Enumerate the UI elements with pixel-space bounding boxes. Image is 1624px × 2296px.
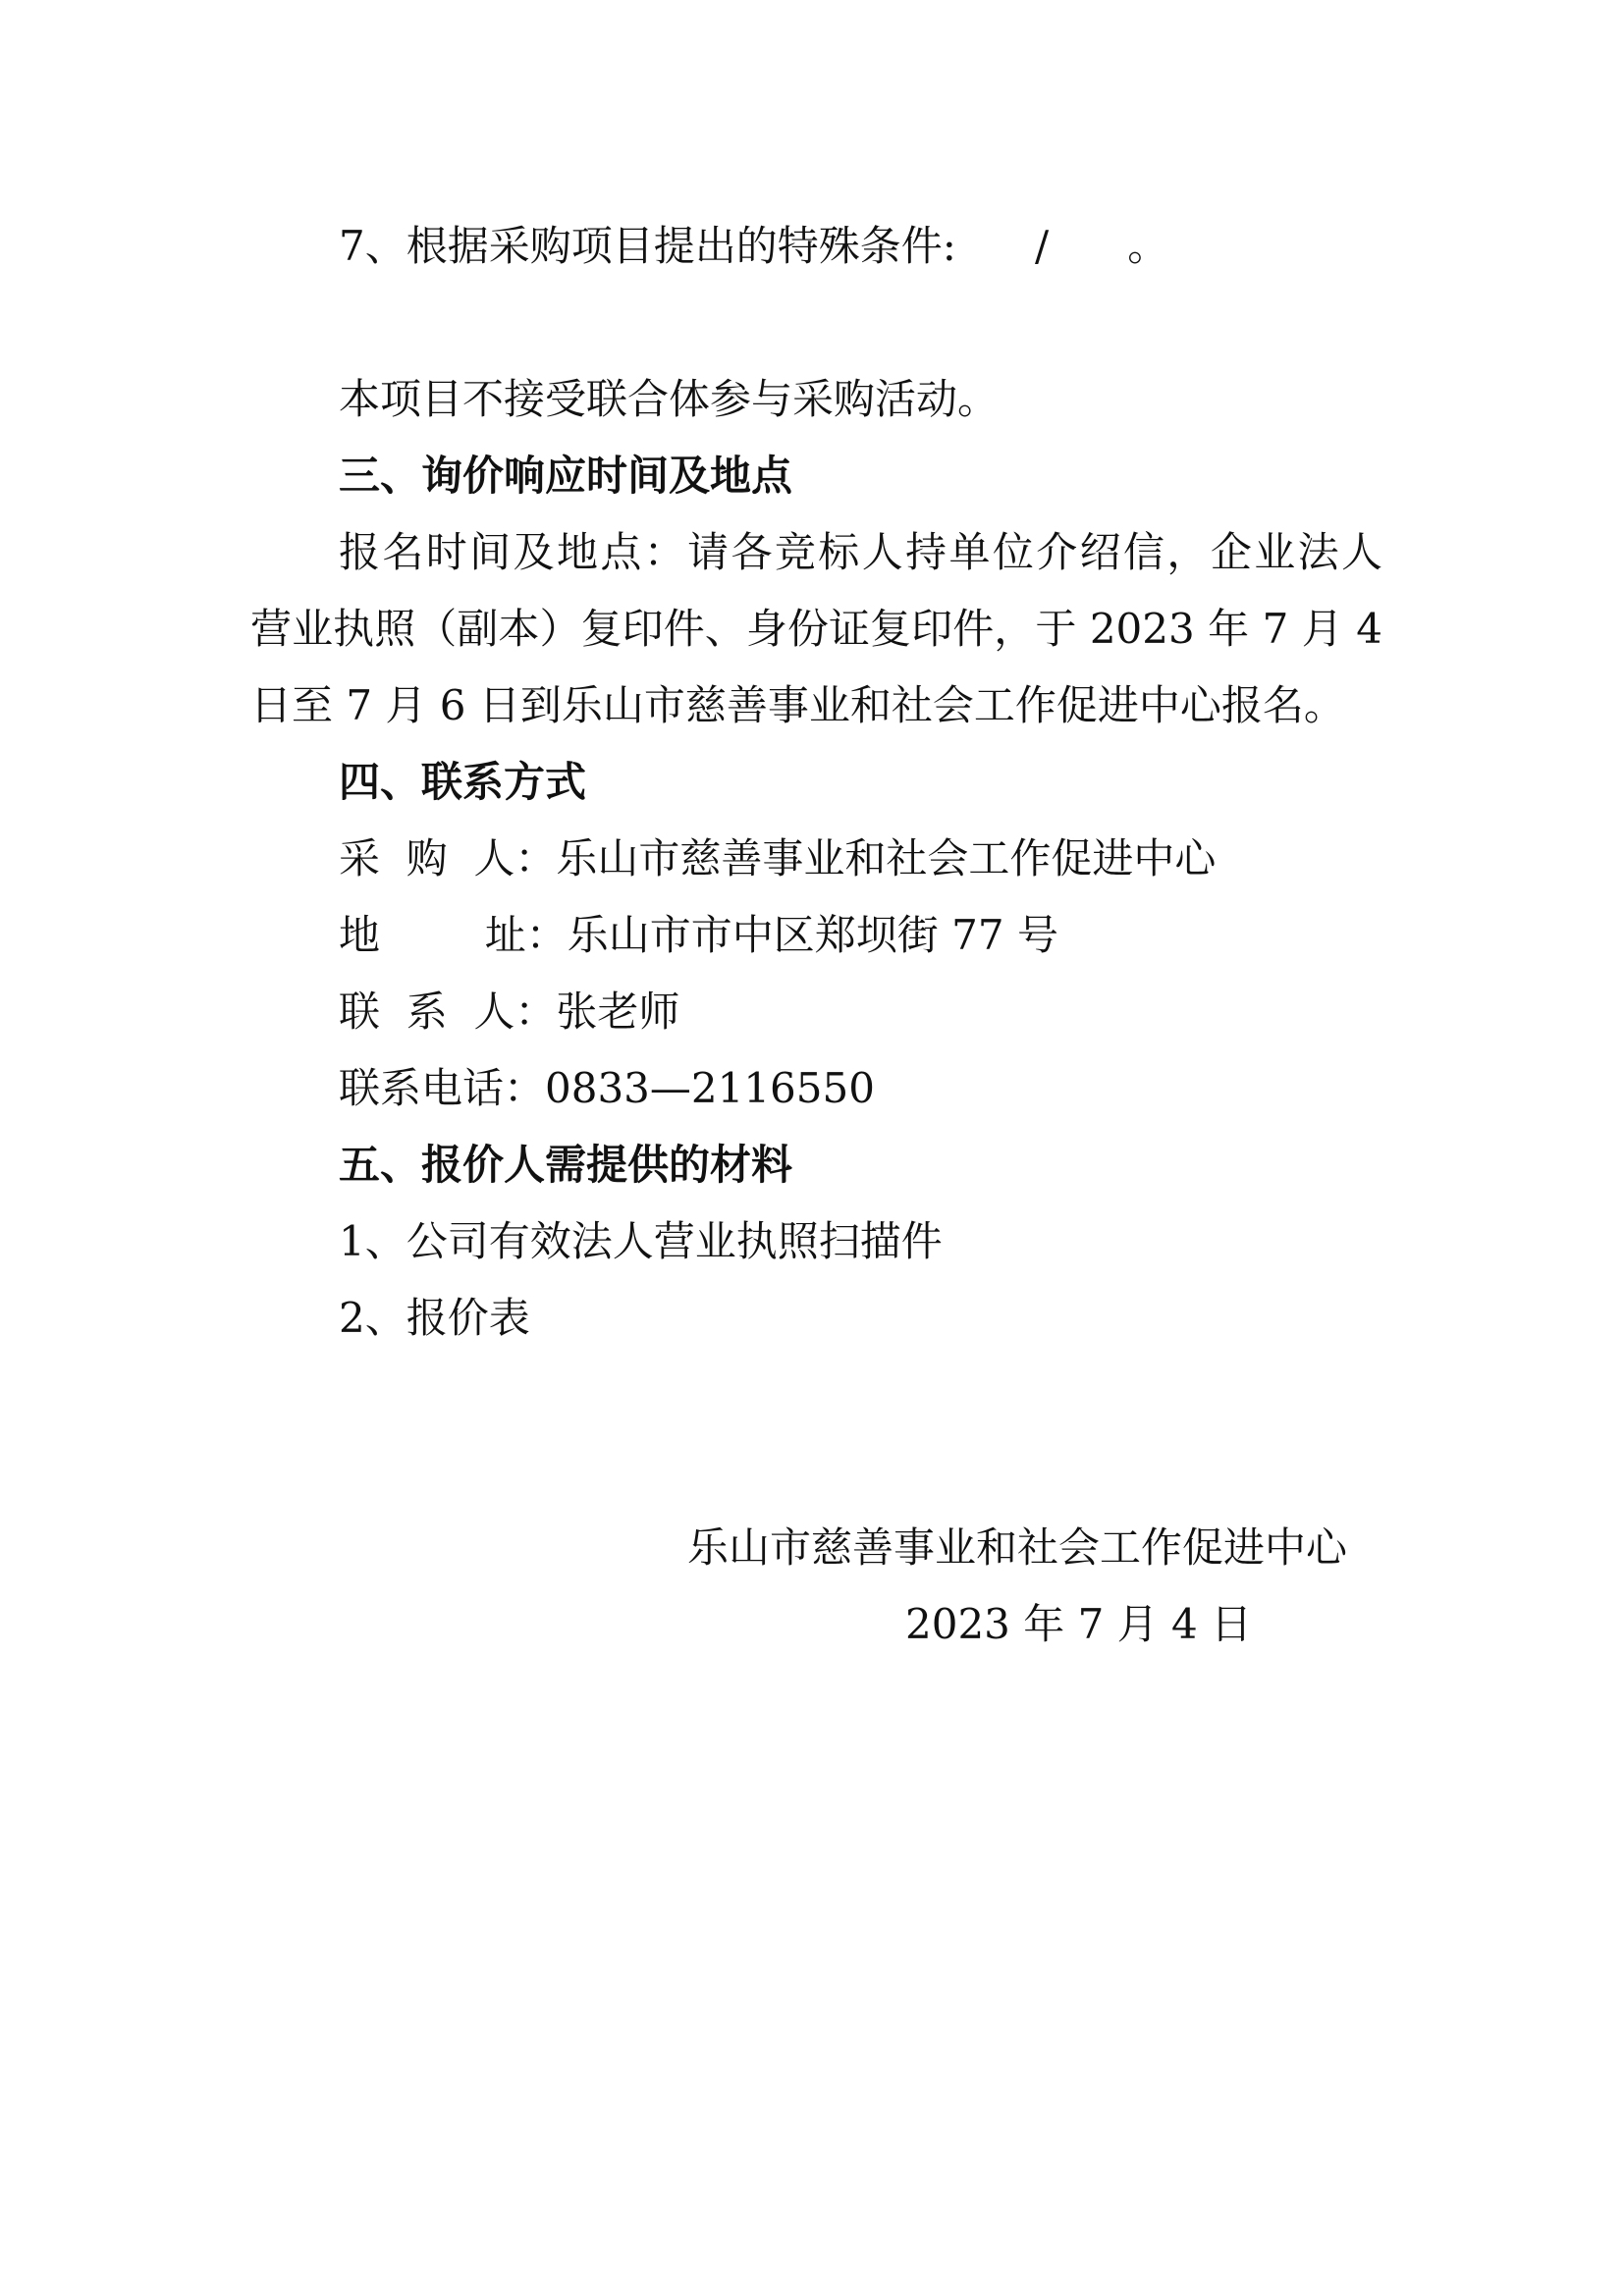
signature-date: 2023 年 7 月 4 日 [905,1600,1253,1648]
section-4-heading: 四、联系方式 [339,758,587,806]
section-3-para-line-2: 营业执照（副本）复印件、身份证复印件，于 2023 年 7 月 4 [250,605,1382,653]
purchaser-line: 采 购 人：乐山市慈善事业和社会工作促进中心 [339,834,1217,882]
materials-item-1: 1、公司有效法人营业执照扫描件 [339,1217,943,1265]
section-3-para-line-3: 日至 7 月 6 日到乐山市慈善事业和社会工作促进中心报名。 [250,681,1345,729]
section-3-heading: 三、询价响应时间及地点 [339,452,793,500]
materials-item-2: 2、报价表 [339,1294,530,1342]
section-5-heading: 五、报价人需提供的材料 [339,1141,793,1189]
section-3-para-line-1: 报名时间及地点：请各竞标人持单位介绍信，企业法人 [339,528,1382,576]
address-line: 地 址：乐山市市中区郑坝街 77 号 [339,911,1058,959]
consortium-note: 本项目不接受联合体参与采购活动。 [339,375,1000,423]
contact-person-line: 联 系 人：张老师 [339,988,680,1036]
phone-line: 联系电话：0833—2116550 [339,1064,875,1112]
special-conditions-item: 7、根据采购项目提出的特殊条件: / 。 [339,222,1169,270]
signature-organization: 乐山市慈善事业和社会工作促进中心 [687,1523,1348,1572]
